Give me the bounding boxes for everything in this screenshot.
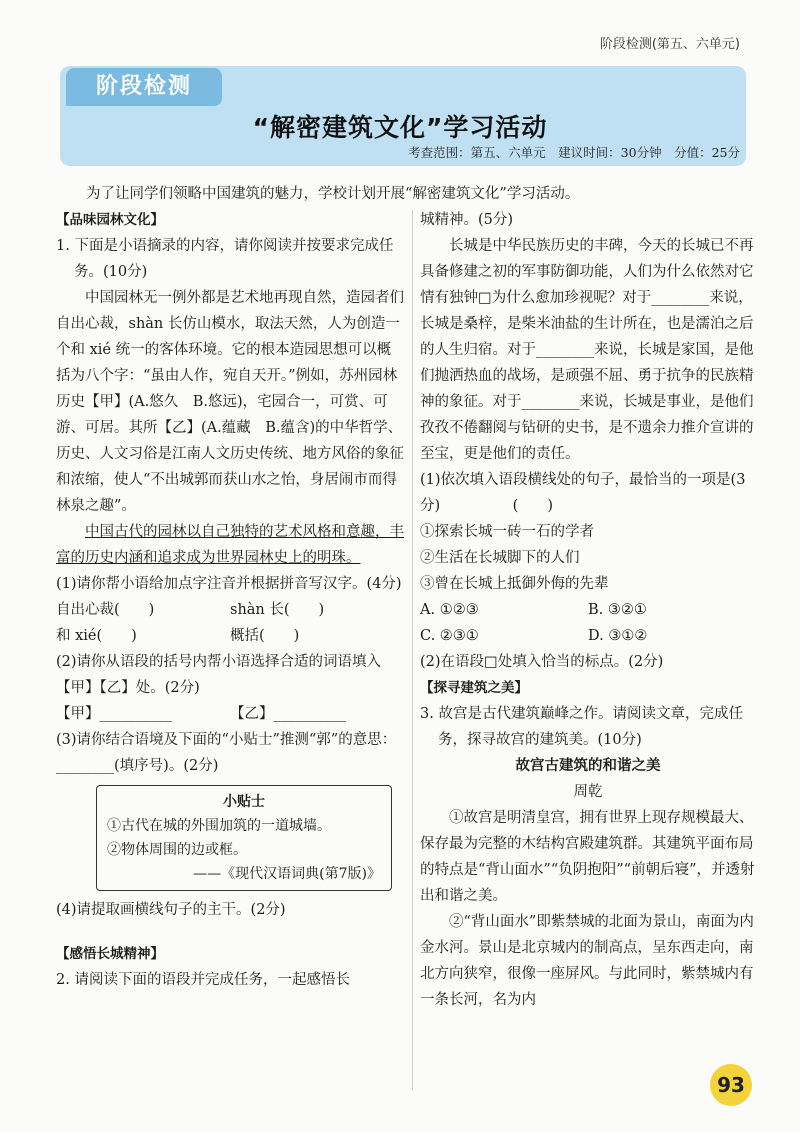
option-sentence: ②生活在长城脚下的人们 — [420, 550, 580, 566]
choice-a[interactable]: A. ①②③ — [420, 602, 479, 618]
tip-box — [96, 785, 392, 891]
answer-blank[interactable]: 概括( ) — [230, 628, 300, 644]
section-heading: 【感悟长城精神】 — [56, 946, 164, 962]
exam-meta: 考查范围：第五、六单元 建议时间：30分钟 分值：25分 — [408, 145, 740, 160]
choice-c[interactable]: C. ②③① — [420, 628, 479, 644]
answer-blank[interactable]: 【甲】__________ — [56, 706, 172, 722]
column-divider — [412, 210, 413, 1090]
answer-blank[interactable]: shàn 长( ) — [230, 602, 325, 618]
answer-blank[interactable]: 和 xié( ) — [56, 628, 137, 644]
answer-row — [56, 701, 404, 727]
underlined-paragraph: 中国古代的园林以自己独特的艺术风格和意趣，丰富的历史内涵和追求成为世界园林史上的明珠。 — [56, 524, 404, 566]
section-tab: 阶段检测 — [66, 68, 222, 106]
left-column — [56, 207, 404, 993]
question-stem-continued: 城精神。(5分) — [420, 212, 514, 228]
answer-row — [56, 623, 404, 649]
section-heading: 【品味园林文化】 — [56, 212, 164, 228]
tip-item: ②物体周围的边或框。 — [107, 842, 247, 858]
article-paragraph: ②“背山面水”即紫禁城的北面为景山，南面为内金水河。景山是北京城内的制高点，呈东西走向，南北方向狭窄，很像一座屏风。与此同时，紫禁城内有一条长河，名为内 — [420, 914, 754, 1008]
option-sentence: ①探索长城一砖一石的学者 — [420, 524, 594, 540]
answer-blank[interactable]: 【乙】__________ — [230, 706, 346, 722]
tip-source: ——《现代汉语词典(第7版)》 — [193, 866, 381, 882]
sub-question: (4)请提取画横线句子的主干。(2分) — [56, 902, 286, 918]
question-stem: 3. 故宫是古代建筑巅峰之作。请阅读文章，完成任务，探寻故宫的建筑美。(10分) — [420, 706, 743, 748]
tip-item: ①古代在城的外围加筑的一道城墙。 — [107, 818, 331, 834]
article-paragraph: ①故宫是明清皇宫，拥有世界上现存规模最大、保存最为完整的木结构宫殿建筑群。其建筑平面布局的特点是“背山面水”“负阴抱阳”“前朝后寝”，并透射出和谐之美。 — [420, 810, 755, 904]
right-column — [420, 207, 756, 1013]
passage-paragraph: 中国园林无一例外都是艺术地再现自然，造园者们自出心裁，shàn 长仿山模水，取法天然，人为创造一个和 xié 统一的客体环境。它的根本造园思想可以概括为八个字：“虽由人作，宛自天开。”例如，苏州园林历史【甲】(A.悠久 B.悠远)，宅园合一，可赏、可游、可居。其所【乙】(A.蕴藏 B.蕴含)的中华哲学、历史、人文习俗是江南人文历史传统、地方风俗的象征和浓缩，使人“不出城郭而获山水之怡，身居闹市而得林泉之趣”。 — [56, 290, 404, 514]
sub-question: (1)请你帮小语给加点字注音并根据拼音写汉字。(4分) — [56, 576, 402, 592]
option-sentence: ③曾在长城上抵御外侮的先辈 — [420, 576, 609, 592]
page-title: “解密建筑文化”学习活动 — [252, 113, 548, 142]
sub-question: (2)在语段□处填入恰当的标点。(2分) — [420, 654, 664, 670]
question-stem: 2. 请阅读下面的语段并完成任务，一起感悟长 — [56, 972, 350, 988]
answer-row — [56, 597, 404, 623]
passage-paragraph: 长城是中华民族历史的丰碑，今天的长城已不再具备修建之初的军事防御功能，人们为什么依然对它情有独钟□为什么愈加珍视呢？对于________来说，长城是桑梓，是柴米油盐的生计所在，也是濡泊之后的人生归宿。对于________来说，长城是家国，是他们抛洒热血的战场，是顽强不屈、勇于抗争的民族精神的象征。对于________来说，长城是事业，是他们孜孜不倦翻阅与钻研的史书，是不遗余力推介宣讲的至宝，更是他们的责任。 — [420, 238, 754, 462]
running-header: 阶段检测(第五、六单元) — [599, 37, 740, 52]
article-author: 周乾 — [573, 784, 603, 800]
tip-title: 小贴士 — [223, 794, 265, 810]
page-number: 93 — [710, 1064, 752, 1106]
section-heading: 【探寻建筑之美】 — [420, 680, 528, 696]
choice-d[interactable]: D. ③①② — [588, 628, 648, 644]
answer-blank[interactable]: 自出心裁( ) — [56, 602, 155, 618]
sub-question: (3)请你结合语境及下面的“小贴士”推测“郭”的意思：________(填序号)。(2分) — [56, 732, 397, 774]
sub-question: (2)请你从语段的括号内帮小语选择合适的词语填入【甲】【乙】处。(2分) — [56, 654, 382, 696]
choice-row — [420, 623, 756, 649]
sub-question: (1)依次填入语段横线处的句子，最恰当的一项是(3分) ( ) — [420, 472, 746, 514]
question-stem: 1. 下面是小语摘录的内容，请你阅读并按要求完成任务。(10分) — [56, 238, 394, 280]
choice-row — [420, 597, 756, 623]
intro-text: 为了让同学们领略中国建筑的魅力，学校计划开展“解密建筑文化”学习活动。 — [86, 186, 580, 202]
choice-b[interactable]: B. ③②① — [588, 602, 647, 618]
article-title: 故宫古建筑的和谐之美 — [515, 758, 661, 774]
